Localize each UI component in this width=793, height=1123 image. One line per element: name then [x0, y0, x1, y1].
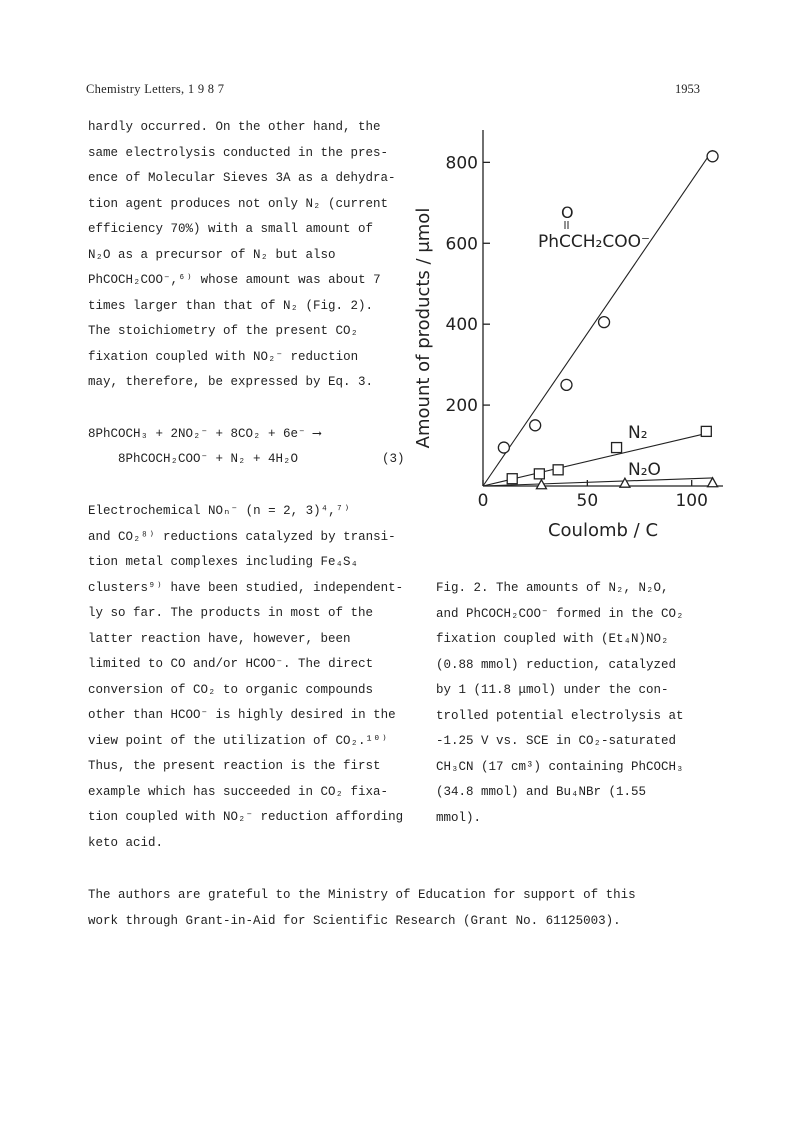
body-text-line: Electrochemical NOₙ⁻ (n = 2, 3)⁴,⁷⁾: [88, 504, 351, 518]
body-text-line: limited to CO and/or HCOO⁻. The direct: [88, 657, 374, 671]
caption-line: fixation coupled with (Et₄N)NO₂: [436, 632, 669, 646]
y-tick-label: 800: [445, 153, 478, 174]
y-tick-label: 200: [445, 396, 478, 417]
footer-line: The authors are grateful to the Ministry of Education for support of this: [88, 888, 636, 902]
body-text-line: other than HCOO⁻ is highly desired in the: [88, 708, 396, 722]
body-text-line: hardly occurred. On the other hand, the: [88, 120, 381, 134]
caption-line: CH₃CN (17 cm³) containing PhCOCH₃: [436, 759, 684, 774]
equation-line: 8PhCOCH₂COO⁻ + N₂ + 4H₂O: [118, 452, 299, 466]
caption-line: (34.8 mmol) and Bu₄NBr (1.55: [436, 785, 647, 799]
data-point-square: [701, 426, 711, 436]
body-text-line: tion coupled with NO₂⁻ reduction affording: [88, 810, 404, 824]
figure-2-chart: [400, 130, 730, 550]
caption-line: by 1 (11.8 μmol) under the con-: [436, 683, 669, 697]
x-tick-label: 0: [477, 491, 489, 511]
body-text-line: fixation coupled with NO₂⁻ reduction: [88, 349, 359, 364]
body-text-line: conversion of CO₂ to organic compounds: [88, 682, 374, 697]
data-point-triangle: [708, 478, 718, 487]
data-point-square: [534, 469, 544, 479]
x-tick-label: 100: [675, 491, 708, 511]
body-text-line: may, therefore, be expressed by Eq. 3.: [88, 375, 374, 389]
body-text-line: ence of Molecular Sieves 3A as a dehydra-: [88, 171, 396, 185]
y-tick-label: 600: [445, 234, 478, 255]
journal-header: Chemistry Letters, 1 9 8 7: [86, 82, 225, 96]
page-number: 1953: [675, 82, 700, 96]
data-point-circle: [498, 442, 509, 453]
series-label: N₂O: [628, 460, 661, 480]
body-text-line: keto acid.: [88, 835, 164, 850]
body-text-line: efficiency 70%) with a small amount of: [88, 222, 374, 236]
body-text-line: tion agent produces not only N₂ (current: [88, 196, 389, 211]
caption-line: (0.88 mmol) reduction, catalyzed: [436, 657, 677, 672]
x-axis-label: Coulomb / C: [547, 520, 659, 541]
body-text-line: and CO₂⁸⁾ reductions catalyzed by transi-: [88, 529, 396, 544]
data-point-circle: [707, 151, 718, 162]
body-text-line: tion metal complexes including Fe₄S₄: [88, 555, 359, 569]
data-point-circle: [530, 420, 541, 431]
caption-line: and PhCOCH₂COO⁻ formed in the CO₂: [436, 606, 684, 621]
footer-line: work through Grant-in-Aid for Scientific Research (Grant No. 61125003).: [88, 913, 621, 928]
data-point-square: [553, 465, 563, 475]
caption-line: Fig. 2. The amounts of N₂, N₂O,: [436, 581, 669, 595]
data-point-square: [612, 443, 622, 453]
y-axis-label: Amount of products / μmol: [413, 207, 434, 449]
equation-line: 8PhCOCH₃ + 2NO₂⁻ + 8CO₂ + 6e⁻ ⟶: [88, 427, 321, 441]
data-point-circle: [599, 317, 610, 328]
body-text-line: N₂O as a precursor of N₂ but also: [88, 247, 336, 262]
caption-line: mmol).: [436, 810, 482, 825]
keto-oxygen-label: O: [561, 203, 574, 222]
body-text-line: ly so far. The products in most of the: [88, 606, 374, 620]
series-label: PhCCH₂COO⁻: [538, 232, 650, 252]
caption-line: -1.25 V vs. SCE in CO₂-saturated: [436, 734, 677, 748]
x-tick-label: 50: [576, 491, 599, 511]
caption-line: trolled potential electrolysis at: [436, 708, 684, 723]
y-tick-label: 400: [445, 315, 478, 336]
body-text-line: times larger than that of N₂ (Fig. 2).: [88, 298, 374, 313]
body-text-line: example which has succeeded in CO₂ fixa-: [88, 784, 389, 799]
body-text-line: view point of the utilization of CO₂.¹⁰⁾: [88, 733, 389, 748]
body-text-line: latter reaction have, however, been: [88, 631, 351, 646]
body-text-line: PhCOCH₂COO⁻,⁶⁾ whose amount was about 7: [88, 273, 381, 287]
body-text-line: The stoichiometry of the present CO₂: [88, 324, 359, 338]
series-label: N₂: [628, 423, 648, 443]
body-text-line: same electrolysis conducted in the pres-: [88, 145, 389, 160]
fit-line-0: [483, 150, 713, 486]
equation-number: (3): [382, 452, 405, 466]
body-text-line: Thus, the present reaction is the first: [88, 759, 381, 773]
data-point-square: [507, 474, 517, 484]
data-point-circle: [561, 379, 572, 390]
body-text-line: clusters⁹⁾ have been studied, independent-: [88, 580, 404, 595]
